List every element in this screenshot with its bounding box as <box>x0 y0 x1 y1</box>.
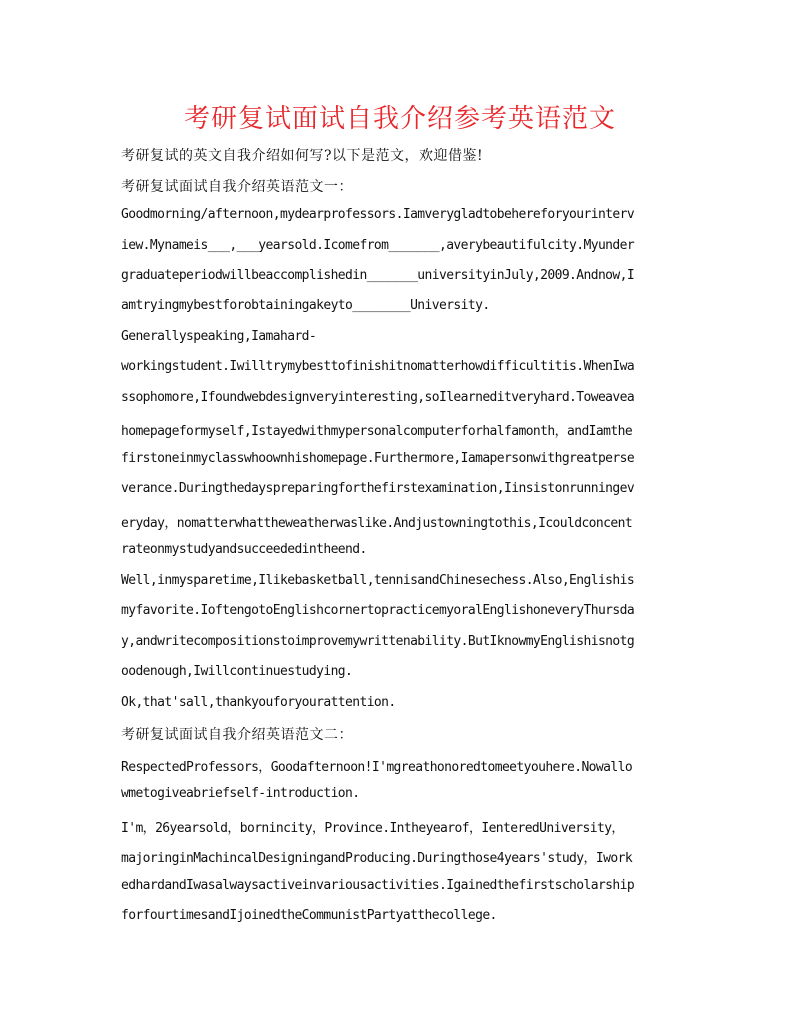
text-line: iew.Mynameis___,___yearsold.Icomefrom_______,averybeautifulcity.Myunder <box>121 238 635 253</box>
text-line: wmetogiveabriefself-introduction. <box>121 786 360 801</box>
section-heading-1: 考研复试面试自我介绍英语范文一： <box>121 179 353 195</box>
text-line: homepageformyself,Istayedwithmypersonalcomputerforhalfamonth，andIamthe <box>121 424 633 439</box>
text-line: y,andwritecompositionstoimprovemywrittenability.ButIknowmyEnglishisnotg <box>121 634 635 649</box>
text-line: majoringinMachincalDesigningandProducing.Duringthose4years'study，Iwork <box>121 851 633 866</box>
text-line: ssophomore,Ifoundwebdesignveryinteresting,soIlearneditveryhard.Toweavea <box>121 390 635 405</box>
text-line: oodenough,Iwillcontinuestudying. <box>121 664 353 679</box>
text-line: edhardandIwasalwaysactiveinvariousactivities.Igainedthefirstscholarship <box>121 878 635 893</box>
document-title: 考研复试面试自我介绍参考英语范文 <box>183 104 616 134</box>
text-line: forfourtimesandIjoinedtheCommunistPartyatthecollege. <box>121 908 497 923</box>
text-line: I'm，26yearsold，bornincity，Province.Intheyearof，IenteredUniversity， <box>121 821 624 836</box>
text-line: Well,inmysparetime,Ilikebasketball,tennisandChinesechess.Also,Englishis <box>121 573 635 588</box>
text-line: RespectedProfessors，Goodafternoon!I'mgreathonoredtomeetyouhere.Nowallo <box>121 760 633 775</box>
text-line: eryday，nomatterwhattheweatherwaslike.Andjustowningtothis,Icouldconcent <box>121 516 633 531</box>
text-line: graduateperiodwillbeaccomplishedin_______universityinJuly,2009.Andnow,I <box>121 268 635 283</box>
text-line: verance.Duringthedayspreparingforthefirstexamination,Iinsistonrunningev <box>121 481 635 496</box>
text-line: Generallyspeaking,Iamahard- <box>121 329 317 344</box>
text-line: Goodmorning/afternoon,mydearprofessors.Iamverygladtobehereforyourinterv <box>121 207 635 222</box>
text-line: rateonmystudyandsucceededintheend. <box>121 542 367 557</box>
section-heading-2: 考研复试面试自我介绍英语范文二： <box>121 727 353 743</box>
text-line: Ok,that'sall,thankyouforyourattention. <box>121 695 396 710</box>
text-line: workingstudent.Iwilltrymybesttofinishitnomatterhowdifficultitis.WhenIwa <box>121 359 635 374</box>
text-line: amtryingmybestforobtainingakeyto________University. <box>121 298 490 313</box>
intro-line: 考研复试的英文自我介绍如何写?以下是范文，欢迎借鉴! <box>121 148 484 164</box>
text-line: firstoneinmyclasswhoownhishomepage.Furthermore,Iamapersonwithgreatperse <box>121 451 635 466</box>
text-line: myfavorite.IoftengotoEnglishcornertopracticemyoralEnglishoneveryThursda <box>121 603 635 618</box>
